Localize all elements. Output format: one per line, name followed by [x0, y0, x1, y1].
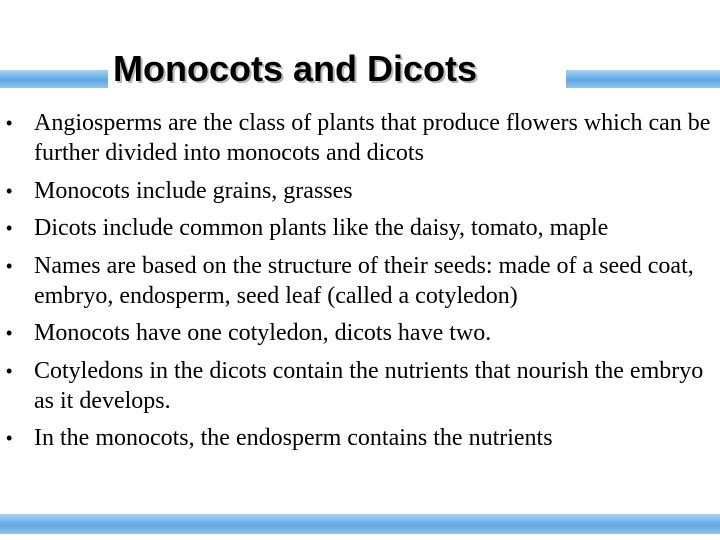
bullet-dot-icon: • [6, 360, 13, 381]
title-decor-bar-left [0, 70, 108, 88]
bullet-dot-icon: • [6, 255, 13, 276]
bullet-text: In the monocots, the endosperm contains the nutrients [34, 425, 553, 451]
slide-title: Monocots and Dicots [113, 48, 478, 89]
bullet-list [0, 108, 712, 461]
bullet-item [0, 108, 712, 168]
bullet-item [0, 213, 712, 243]
bullet-dot-icon: • [6, 113, 13, 133]
bullet-item [0, 423, 712, 453]
bullet-text: Monocots have one cotyledon, dicots have two. [34, 320, 492, 346]
bullet-text: Cotyledons in the dicots contain the nutrients that nourish the embryo as it develops. [34, 357, 704, 414]
bullet-item [0, 356, 712, 416]
bullet-dot-icon: • [6, 323, 13, 343]
bullet-item [0, 318, 712, 348]
bullet-text: Names are based on the structure of their seeds: made of a seed coat, embryo, endosperm, seed leaf (called a cotyledon) [34, 252, 694, 309]
bullet-dot-icon: • [6, 180, 13, 201]
footer-decor-bar [0, 514, 720, 534]
bullet-dot-icon: • [6, 218, 13, 238]
bullet-text: Dicots include common plants like the daisy, tomato, maple [34, 215, 609, 241]
bullet-item [0, 176, 712, 206]
title-decor-bar-right [566, 70, 720, 88]
bullet-text: Angiosperms are the class of plants that produce flowers which can be further divided into monocots and dicots [34, 110, 711, 166]
bullet-text: Monocots include grains, grasses [34, 177, 353, 204]
bullet-dot-icon: • [6, 428, 13, 448]
bullet-item [0, 251, 712, 311]
